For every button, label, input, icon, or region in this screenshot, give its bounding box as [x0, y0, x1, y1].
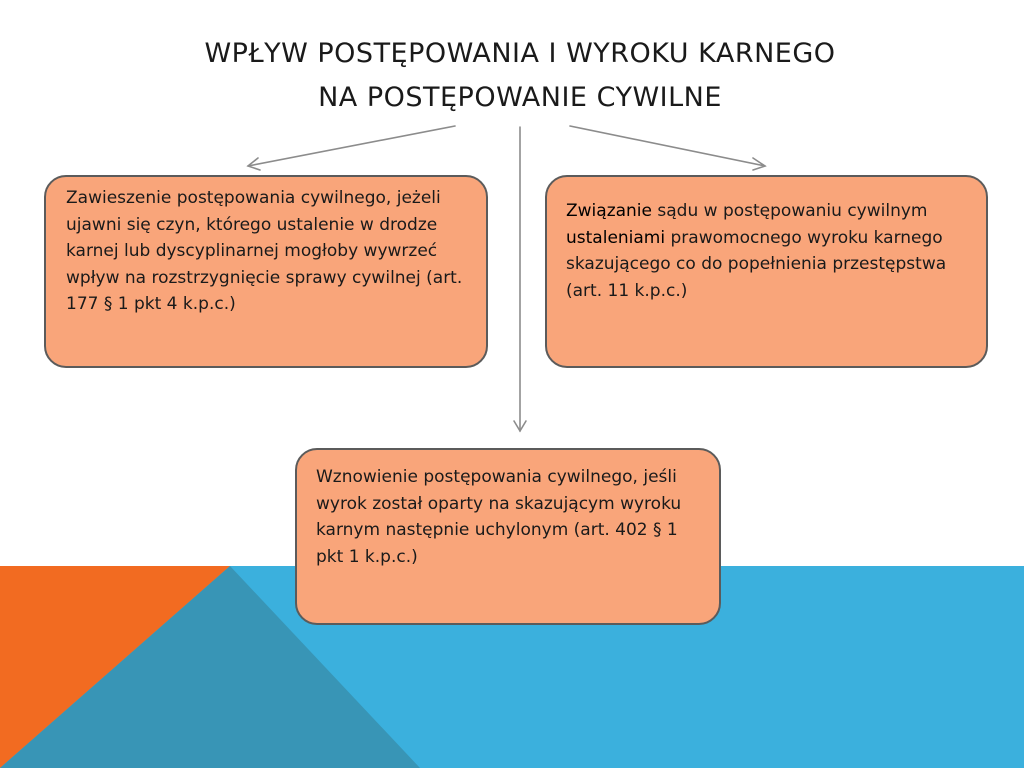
box-binding-effect: [545, 175, 988, 368]
box-binding-effect-text-part-2: prawomocnego wyroku karnego skazującego co do popełnienia przestępstwa (art. 11 k.p.c.): [566, 227, 947, 301]
box-suspension-text: Zawieszenie postępowania cywilnego, jeżeli ujawni się czyn, którego ustalenie w drodze karnej lub dyscyplinarnej mogłoby wywrzeć wpływ na rozstrzygnięcie sprawy cywilnej (art. 177 § 1 pkt 4 k.p.c.): [66, 188, 463, 314]
term-zwiazanie: Związanie: [566, 201, 652, 221]
arrow-to-left-box: [248, 126, 455, 166]
slide-title-line-1: WPŁYW POSTĘPOWANIA I WYROKU KARNEGO: [204, 38, 836, 69]
box-binding-effect-text-part-1: sądu w postępowaniu cywilnym: [652, 201, 928, 221]
term-ustaleniami: ustaleniami: [566, 227, 666, 248]
slide-title-line-2: NA POSTĘPOWANIE CYWILNE: [318, 82, 722, 113]
box-reopening-text: Wznowienie postępowania cywilnego, jeśli wyrok został oparty na skazującym wyroku karnym następnie uchylonym (art. 402 § 1 pkt 1 k.p.c.): [316, 467, 682, 567]
arrow-to-right-box: [570, 126, 765, 166]
box-suspension: [44, 175, 488, 368]
box-binding-effect-text: [566, 198, 972, 304]
box-reopening: [295, 448, 721, 625]
